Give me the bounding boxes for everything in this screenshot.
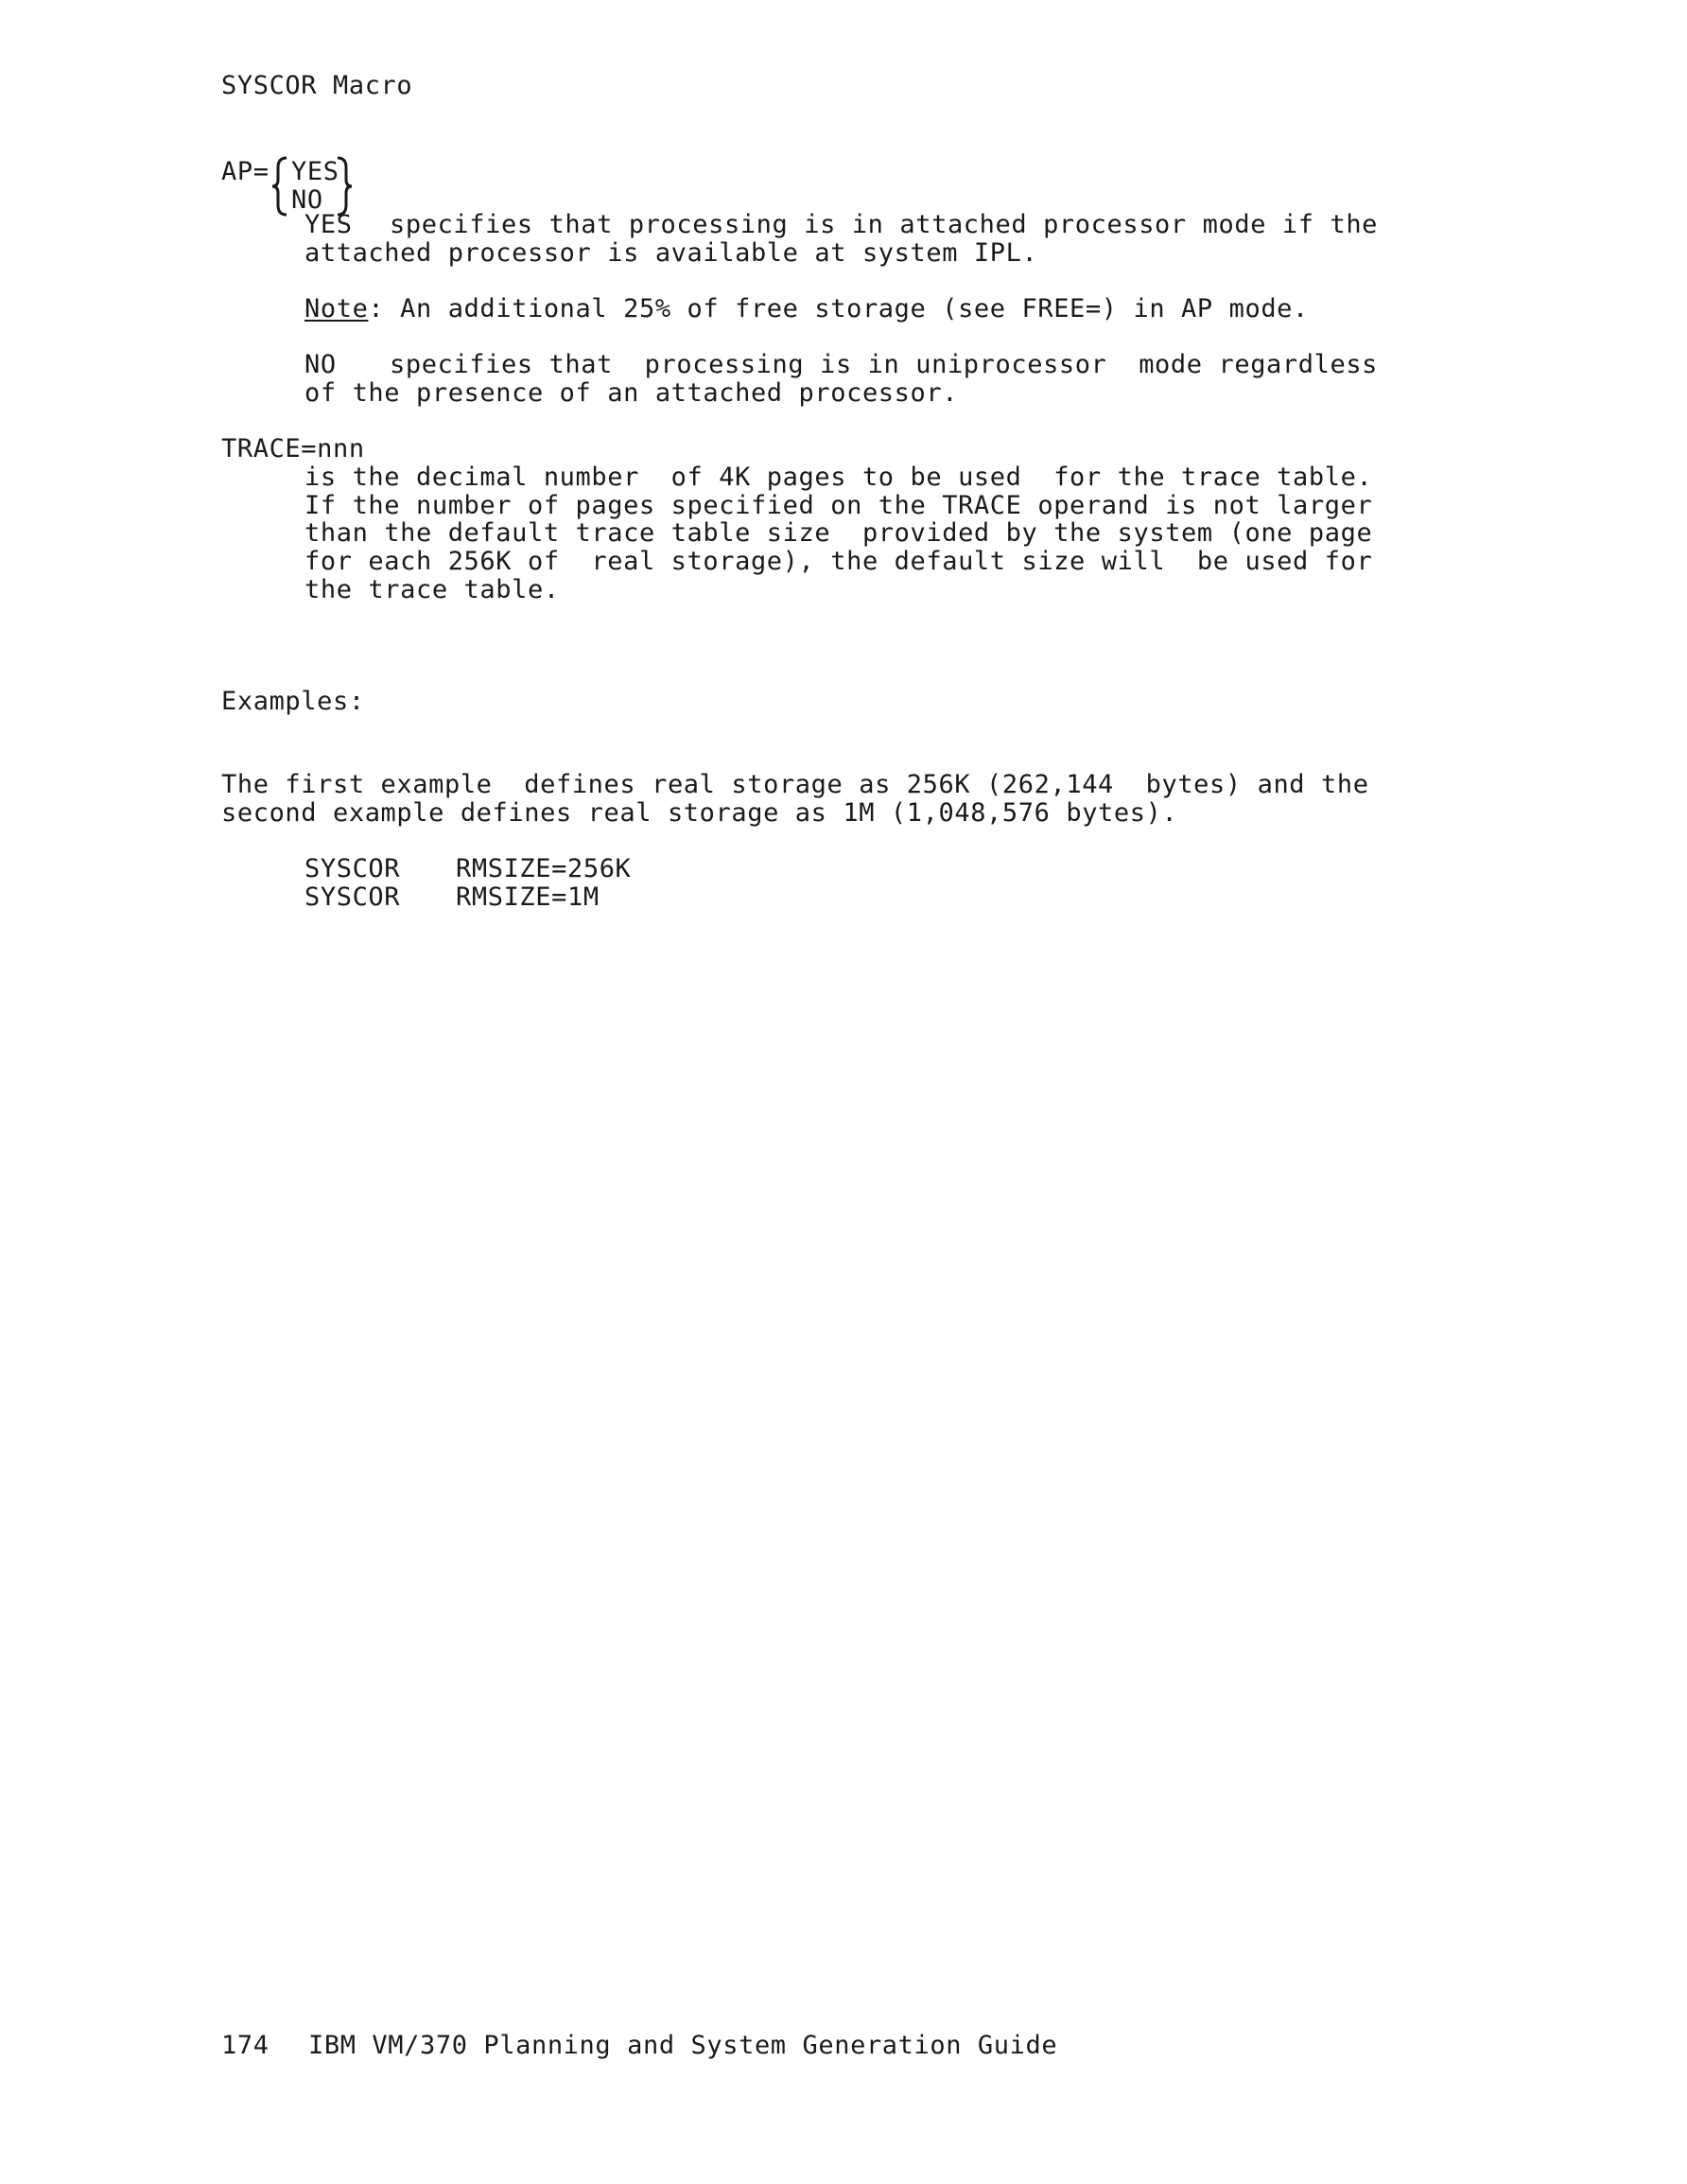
examples-intro-line-2: second example defines real storage as 1M (1,048,576 bytes). — [221, 798, 1178, 828]
no-description-line-1: specifies that processing is in uniprocessor mode regardless — [390, 350, 1379, 379]
page-header-title: SYSCOR Macro — [221, 71, 413, 100]
trace-description-line: than the default trace table size provided by the system (one page — [304, 518, 1373, 548]
examples-intro-line-1: The first example defines real storage as 256K (262,144 bytes) and the — [221, 770, 1369, 799]
book-title: IBM VM/370 Planning and System Generation Guide — [308, 2031, 1058, 2060]
yes-description-line-2: attached processor is available at system IPL. — [304, 238, 1038, 268]
trace-description-line: the trace table. — [304, 575, 560, 604]
code-macro-name: SYSCOR — [304, 854, 401, 883]
ap-left-brace — [270, 155, 289, 221]
no-description-line-2: of the presence of an attached processor. — [304, 378, 959, 408]
page-number: 174 — [221, 2031, 270, 2060]
no-term: NO — [304, 350, 337, 379]
code-operand: RMSIZE=1M — [456, 882, 600, 912]
ap-option-no: NO — [291, 185, 323, 215]
ap-option-yes: YES — [291, 157, 339, 186]
note-text: : An additional 25% of free storage (see FREE=) in AP mode. — [368, 294, 1309, 323]
note-paragraph — [304, 295, 1309, 323]
ap-keyword: AP= — [221, 157, 270, 186]
trace-description-line: If the number of pages specified on the TRACE operand is not larger — [304, 491, 1373, 520]
code-operand: RMSIZE=256K — [456, 854, 632, 883]
code-macro-name: SYSCOR — [304, 882, 401, 912]
note-label: Note — [304, 294, 369, 323]
trace-keyword: TRACE=nnn — [221, 434, 365, 463]
trace-description-line: for each 256K of real storage), the default size will be used for — [304, 547, 1373, 576]
yes-description-line-1: specifies that processing is in attached processor mode if the — [390, 210, 1379, 239]
yes-term: YES — [304, 210, 353, 239]
examples-heading: Examples: — [221, 687, 365, 716]
trace-description-line: is the decimal number of 4K pages to be used for the trace table. — [304, 463, 1373, 492]
